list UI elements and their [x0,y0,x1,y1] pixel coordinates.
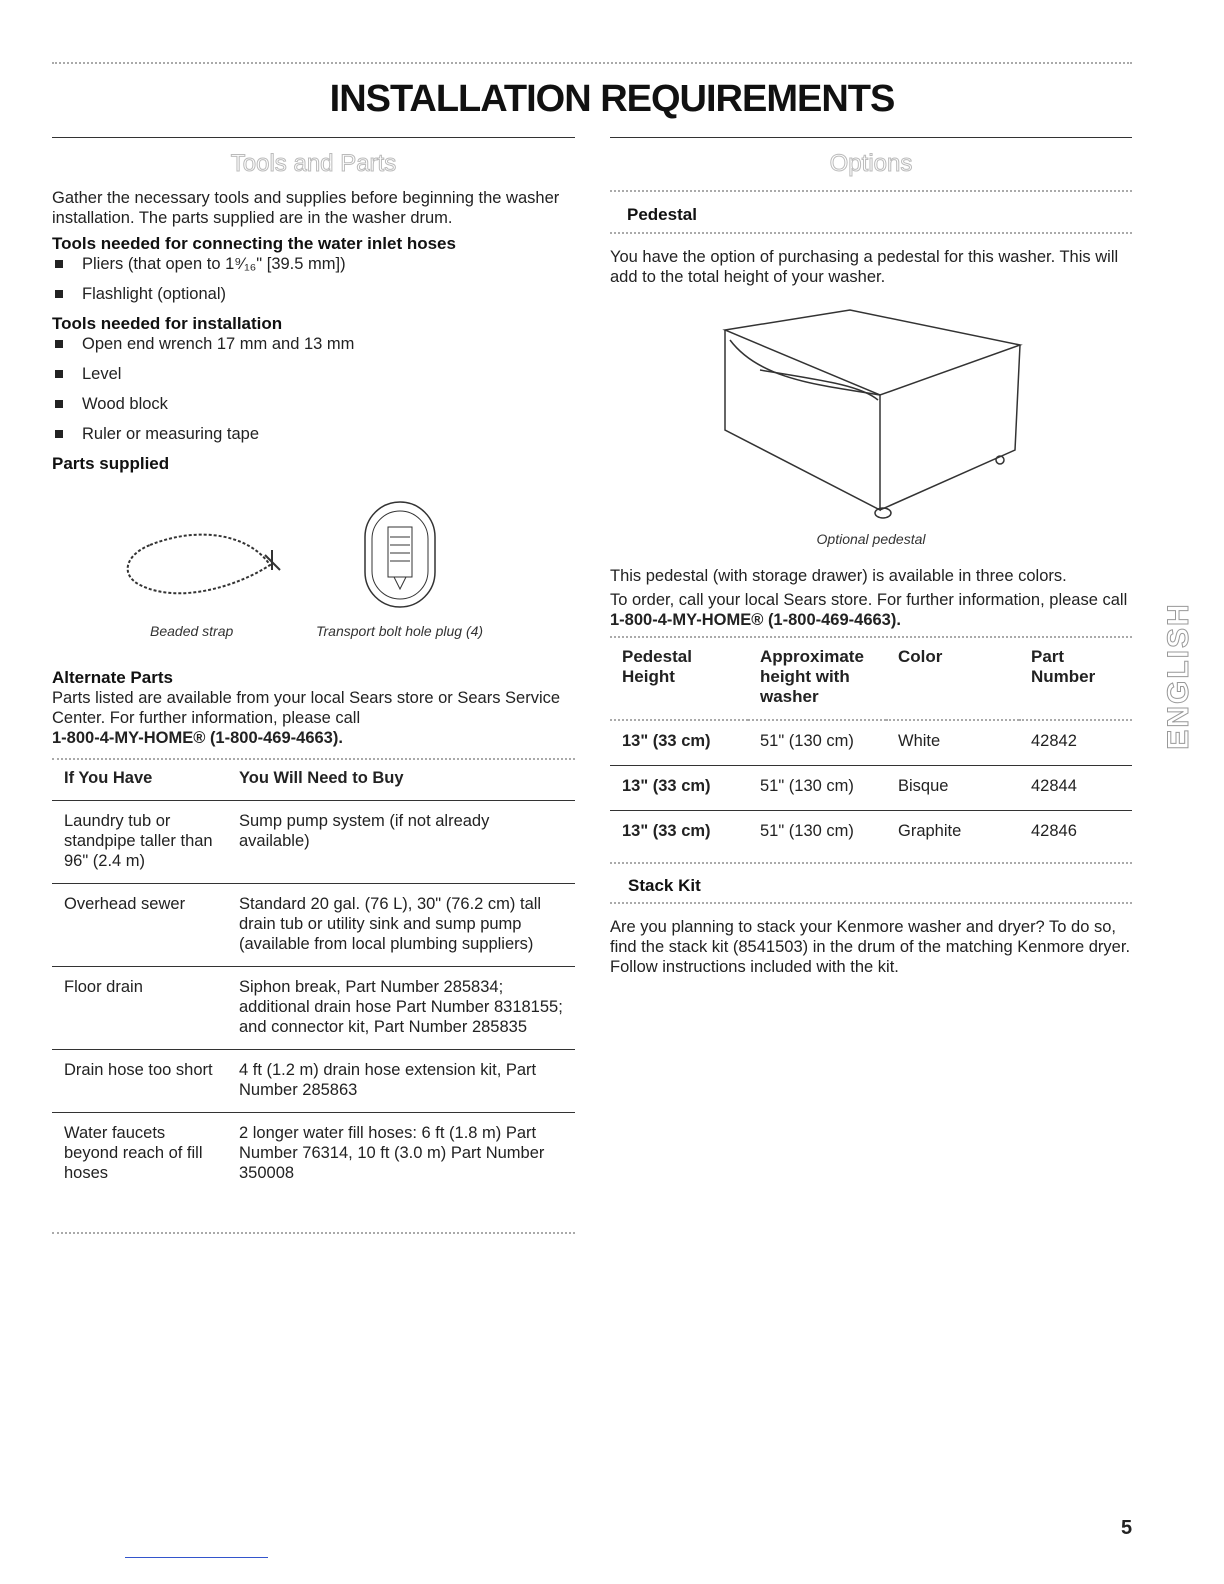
cell: 51" (130 cm) [748,720,886,766]
table-row [52,1113,575,1196]
order-text [610,590,1132,630]
footer-line [125,1557,268,1558]
table-row [52,1050,575,1113]
cell: Sump pump system (if not already available) [239,812,490,850]
cell: Floor drain [52,967,227,1050]
list-item: Flashlight (optional) [52,284,575,304]
column-header: Approximate height with washer [760,647,864,706]
cell: Water faucets beyond reach of fill hoses [52,1113,227,1196]
cell: Siphon break, Part Number 285834; additional drain hose Part Number 8318155; and connector kit, Part Number 285835 [227,967,575,1050]
divider [610,902,1132,904]
cell: 51" (130 cm) [748,766,886,811]
alt-parts-phone: 1-800-4-MY-HOME® (1-800-469-4663). [52,729,343,747]
cell: 2 longer water fill hoses: 6 ft (1.8 m) Part Number 76314, 10 ft (3.0 m) Part Number 350008 [227,1113,575,1196]
list-item: Pliers (that open to 1⁹⁄₁₆" [39.5 mm]) [52,254,575,274]
page-title: INSTALLATION REQUIREMENTS [329,78,895,120]
alternate-parts-table [52,760,575,1195]
list-item: Open end wrench 17 mm and 13 mm [52,334,575,354]
table-row [52,801,575,884]
cell: Graphite [898,822,962,840]
colors-text: This pedestal (with storage drawer) is available in three colors. [610,567,1067,585]
section-heading-tools: Tools and Parts [230,150,397,177]
table-row [610,720,1132,766]
intro-text: Gather the necessary tools and supplies before beginning the washer installation. The parts supplied are in the washer drum. [52,189,560,227]
alt-parts-heading: Alternate Parts [52,668,173,687]
cell: 4 ft (1.2 m) drain hose extension kit, Part Number 285863 [227,1050,575,1113]
order-phone: 1-800-4-MY-HOME® (1-800-469-4663). [610,611,901,629]
cell: 13" (33 cm) [610,766,748,811]
cell: Standard 20 gal. (76 L), 30" (76.2 cm) tall drain tub or utility sink and sump pump (available from local plumbing suppliers) [227,884,575,967]
table-row [52,967,575,1050]
install-heading: Tools needed for installation [52,314,283,333]
divider [610,232,1132,234]
cell: 13" (33 cm) [610,720,748,766]
list-item: Level [52,364,575,384]
cell: 42846 [1031,822,1077,840]
parts-heading: Parts supplied [52,454,170,473]
list-item: Ruler or measuring tape [52,424,575,444]
divider [52,137,575,138]
hole-plug-illustration [360,497,440,612]
divider [610,137,1132,138]
cell: 51" (130 cm) [760,822,854,840]
pedestal-text: You have the option of purchasing a pedestal for this washer. This will add to the total height of your washer. [610,248,1119,286]
caption-hole-plug: Transport bolt hole plug (4) [316,623,484,639]
caption-pedestal: Optional pedestal [816,531,926,547]
caption-beaded-strap: Beaded strap [150,623,234,639]
list-item: Wood block [52,394,575,414]
section-heading-options: Options [829,150,913,177]
stack-kit-heading: Stack Kit [628,876,701,895]
cell: Overhead sewer [52,884,227,967]
cell: 42844 [1019,766,1132,811]
alt-parts-text: Parts listed are available from your local Sears store or Sears Service Center. For further information, please call [52,689,561,727]
column-header: If You Have [52,760,227,801]
table-row [610,811,1132,856]
column-header: Color [898,647,943,666]
cell: 42842 [1019,720,1132,766]
pedestal-table [610,647,1132,855]
column-header: You Will Need to Buy [227,760,575,801]
page-number: 5 [1121,1517,1133,1539]
cell: Laundry tub or standpipe taller than 96" (2.4 m) [64,812,213,870]
divider [52,1232,575,1234]
side-tab-label: ENGLISH [1162,602,1195,750]
top-divider [52,62,1132,64]
divider [610,190,1132,192]
table-row [52,884,575,967]
column-header: Part Number [1031,647,1096,686]
stack-kit-text: Are you planning to stack your Kenmore washer and dryer? To do so, find the stack kit (8541503) in the drum of the matching Kenmore dryer. Follow instructions included with the kit. [610,918,1131,976]
divider [610,862,1132,864]
pedestal-heading: Pedestal [627,205,697,224]
column-header: Pedestal Height [622,647,692,686]
language-side-tab [1158,565,1198,790]
table-row [610,766,1132,811]
hoses-heading: Tools needed for connecting the water inlet hoses [52,234,456,253]
beaded-strap-illustration [120,525,290,610]
cell: Bisque [886,766,1019,811]
order-text-body: To order, call your local Sears store. For further information, please call [610,591,1128,609]
divider [610,636,1132,638]
pedestal-illustration [700,300,1035,525]
cell: Drain hose too short [52,1050,227,1113]
cell: White [886,720,1019,766]
cell: 13" (33 cm) [622,822,711,840]
